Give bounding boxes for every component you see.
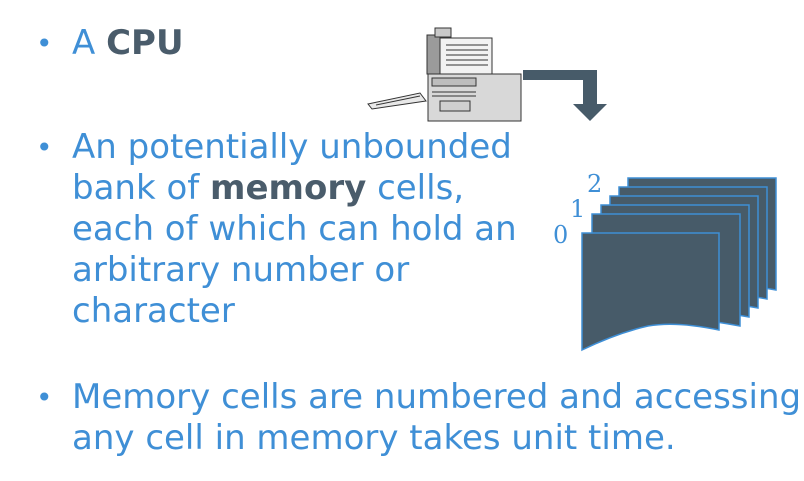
memory-line-4: arbitrary number or [72, 250, 410, 290]
cpu-emphasis: CPU [106, 23, 184, 63]
cpu-prefix: A [72, 23, 107, 63]
memory-line-1: An potentially unbounded [72, 127, 512, 167]
computer-icon [368, 28, 521, 121]
memory-stack-icon [582, 178, 776, 350]
arrow-down-right-icon [523, 70, 607, 121]
access-line-1: Memory cells are numbered and accessing [72, 377, 802, 417]
memory-label-0: 0 [553, 221, 569, 249]
memory-line-2-suffix: cells, [366, 168, 465, 208]
memory-emphasis: memory [210, 168, 367, 208]
memory-line-3: each of which can hold an [72, 209, 517, 249]
bullet-dot: • [36, 381, 53, 414]
access-line-2: any cell in memory takes unit time. [72, 418, 676, 458]
memory-line-2-prefix: bank of [72, 168, 211, 208]
memory-label-2: 2 [587, 170, 603, 198]
memory-line-5: character [72, 291, 235, 331]
bullet-dot: • [36, 131, 53, 164]
bullet-dot: • [36, 27, 53, 60]
memory-label-1: 1 [570, 195, 586, 223]
